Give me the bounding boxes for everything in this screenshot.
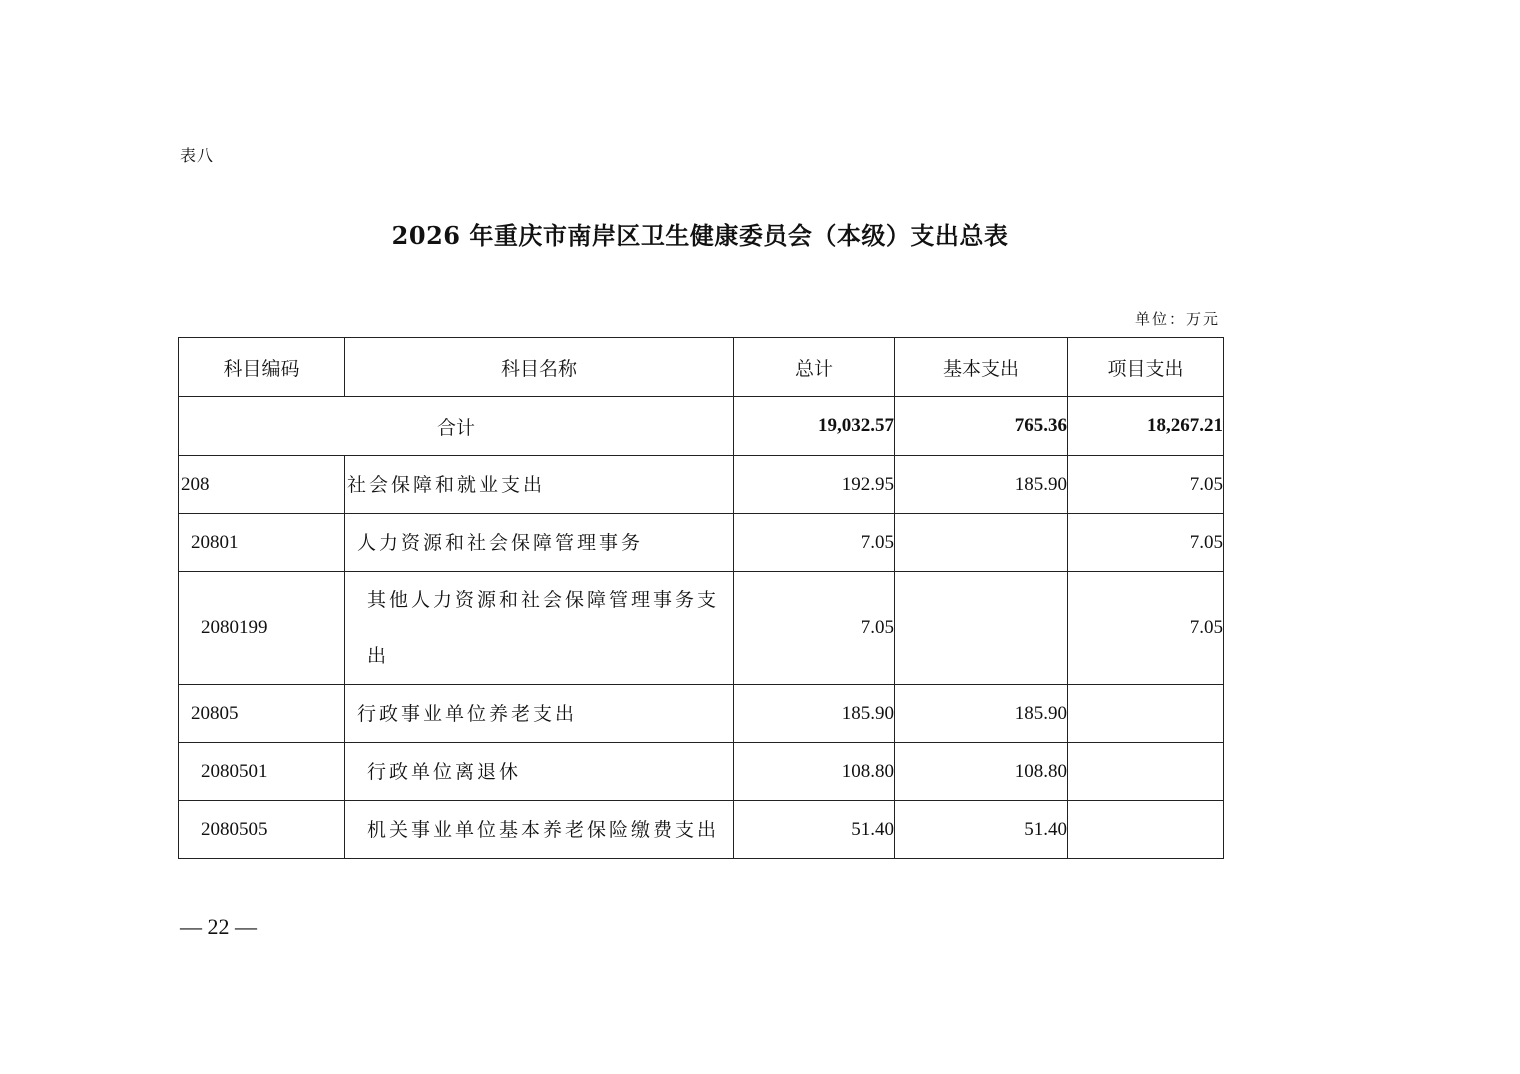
- table-row: [179, 572, 1224, 685]
- row-name: 其他人力资源和社会保障管理事务支出: [345, 572, 734, 685]
- row-code: 20801: [179, 514, 345, 572]
- row-project: [1068, 743, 1224, 801]
- table-row: [179, 685, 1224, 743]
- row-total: 192.95: [734, 456, 895, 514]
- total-label: 合计: [179, 397, 734, 456]
- row-total: 7.05: [734, 572, 895, 685]
- expenditure-table: [178, 337, 1224, 859]
- row-code: 2080501: [179, 743, 345, 801]
- column-header-code: 科目编码: [179, 338, 345, 397]
- table-row: [179, 514, 1224, 572]
- row-basic: 108.80: [895, 743, 1068, 801]
- row-code: 2080505: [179, 801, 345, 859]
- row-code: 2080199: [179, 572, 345, 685]
- row-project: 7.05: [1068, 456, 1224, 514]
- row-total: 7.05: [734, 514, 895, 572]
- row-name: 人力资源和社会保障管理事务: [345, 514, 734, 572]
- row-project: 7.05: [1068, 572, 1224, 685]
- row-project: 7.05: [1068, 514, 1224, 572]
- row-name: 行政单位离退休: [345, 743, 734, 801]
- total-basic: 765.36: [895, 397, 1068, 456]
- column-header-project: 项目支出: [1068, 338, 1224, 397]
- table-row: [179, 456, 1224, 514]
- page-number: — 22 —: [180, 914, 257, 939]
- row-total: 185.90: [734, 685, 895, 743]
- row-basic: [895, 514, 1068, 572]
- row-basic: [895, 572, 1068, 685]
- row-code: 208: [179, 456, 345, 514]
- total-row: [179, 397, 1224, 456]
- column-header-basic: 基本支出: [895, 338, 1068, 397]
- row-project: [1068, 685, 1224, 743]
- row-total: 51.40: [734, 801, 895, 859]
- row-basic: 185.90: [895, 456, 1068, 514]
- column-header-name: 科目名称: [345, 338, 734, 397]
- row-basic: 51.40: [895, 801, 1068, 859]
- row-name: 社会保障和就业支出: [345, 456, 734, 514]
- page-title: 2026 年重庆市南岸区卫生健康委员会（本级）支出总表: [391, 221, 1009, 250]
- row-project: [1068, 801, 1224, 859]
- column-header-total: 总计: [734, 338, 895, 397]
- table-row: [179, 801, 1224, 859]
- row-name: 行政事业单位养老支出: [345, 685, 734, 743]
- row-code: 20805: [179, 685, 345, 743]
- table-row: [179, 743, 1224, 801]
- row-basic: 185.90: [895, 685, 1068, 743]
- table-header-row: [179, 338, 1224, 397]
- row-total: 108.80: [734, 743, 895, 801]
- total-project: 18,267.21: [1068, 397, 1224, 456]
- unit-label: 单位：万元: [1134, 310, 1220, 328]
- row-name: 机关事业单位基本养老保险缴费支出: [345, 801, 734, 859]
- total-sum: 19,032.57: [734, 397, 895, 456]
- table-label: 表八: [180, 146, 215, 165]
